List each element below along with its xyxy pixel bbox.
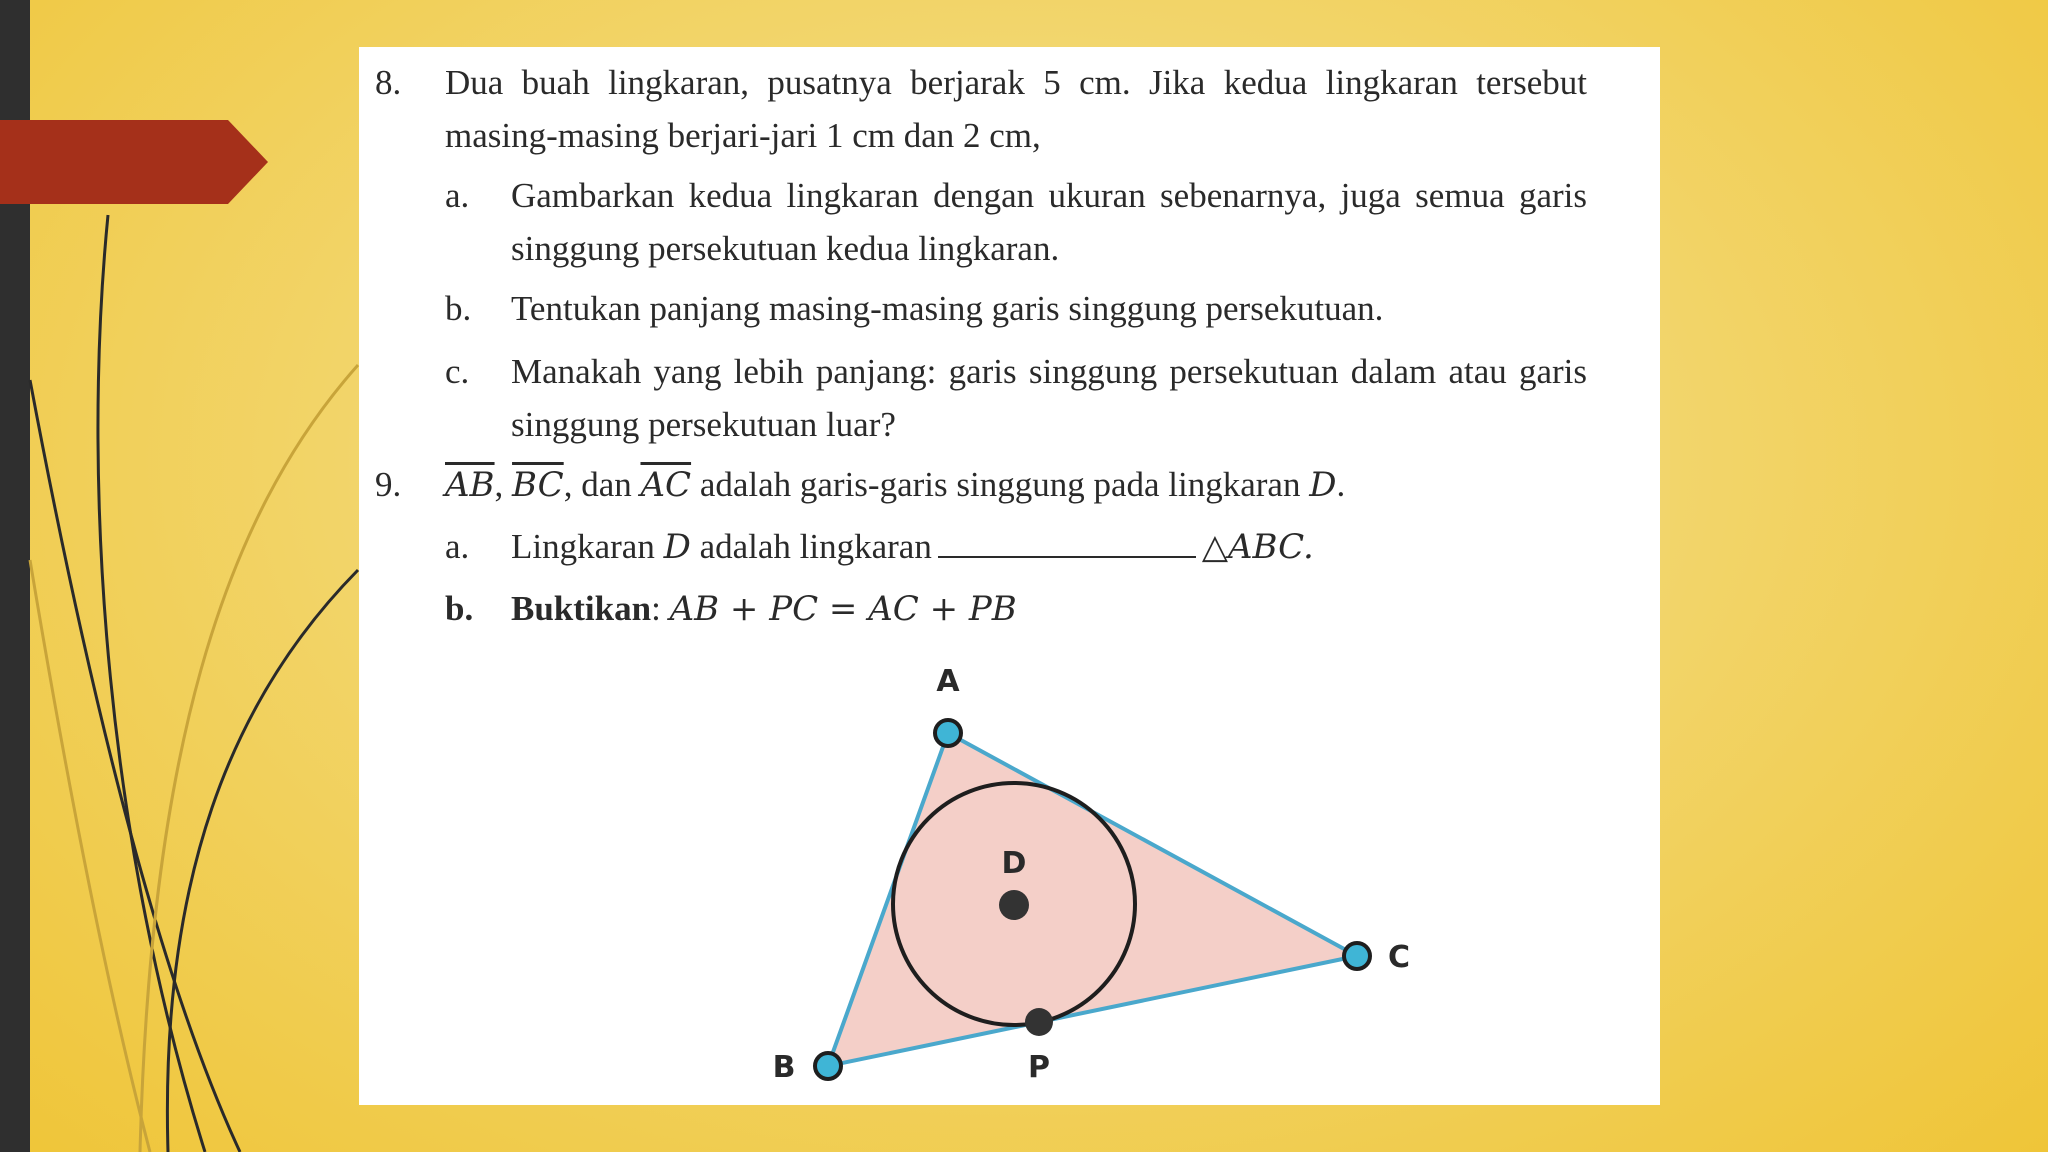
triangle-incircle-diagram — [359, 47, 1660, 1105]
buktikan-label: Buktikan — [511, 589, 652, 628]
circle-name: D — [663, 527, 691, 567]
problem-8c-line1: Manakah yang lebih panjang: garis singgung persekutuan dalam atau garis — [511, 352, 1587, 391]
center-point-d — [999, 890, 1029, 920]
equation: AB + PC = AC + PB — [669, 589, 1017, 629]
triangle-abc: △ABC. — [1201, 527, 1314, 567]
decor-curve — [98, 215, 205, 1152]
problem-8a-line1: Gambarkan kedua lingkaran dengan ukuran sebenarnya, juga semua garis — [511, 176, 1587, 215]
comma: , — [494, 465, 504, 504]
problem-card — [359, 47, 1660, 1105]
arrow-banner — [0, 120, 268, 204]
problem-8-number: 8. — [375, 63, 402, 102]
problem-9a-mid: adalah lingkaran — [699, 527, 932, 566]
label-c: C — [1387, 940, 1411, 975]
problem-8a-label: a. — [445, 176, 470, 215]
problem-9a-label: a. — [445, 527, 470, 566]
segment-ac: $\overline{AC}$ — [640, 465, 692, 505]
vertex-b — [815, 1053, 841, 1079]
problem-8c-label: c. — [445, 352, 470, 391]
tangent-point-p — [1025, 1008, 1053, 1036]
segment-bc: $\overline{BC}$ — [512, 465, 564, 505]
problem-9-number: 9. — [375, 465, 402, 504]
problem-8a-line2: singgung persekutuan kedua lingkaran. — [511, 229, 1060, 268]
problem-9-rest: adalah garis-garis singgung pada lingkaran — [699, 465, 1301, 504]
decor-curve — [167, 570, 358, 1152]
problem-8b-label: b. — [445, 289, 472, 328]
label-p: P — [1028, 1050, 1050, 1085]
label-d: D — [1001, 846, 1027, 881]
label-b: B — [772, 1050, 796, 1085]
triangle-abc-shape — [828, 733, 1357, 1066]
vertex-c — [1344, 943, 1370, 969]
label-a: A — [936, 664, 960, 699]
decor-curve — [30, 380, 240, 1152]
colon: : — [651, 589, 661, 628]
conjunction-dan: , dan — [563, 465, 632, 504]
problem-8-line2: masing-masing berjari-jari 1 cm dan 2 cm, — [445, 116, 1041, 155]
circle-name: D — [1309, 465, 1337, 505]
problem-9b-label-text: b. — [445, 589, 474, 628]
problem-8c-line2: singgung persekutuan luar? — [511, 405, 896, 444]
problem-9a-pre: Lingkaran — [511, 527, 655, 566]
problem-8b-text: Tentukan panjang masing-masing garis singgung persekutuan. — [511, 289, 1384, 328]
period: . — [1336, 465, 1346, 504]
problem-8-line1: Dua buah lingkaran, pusatnya berjarak 5 cm. Jika kedua lingkaran tersebut — [445, 63, 1587, 102]
vertex-a — [935, 720, 961, 746]
decor-curve — [30, 560, 150, 1152]
segment-ab: $\overline{AB}$ — [445, 465, 495, 505]
